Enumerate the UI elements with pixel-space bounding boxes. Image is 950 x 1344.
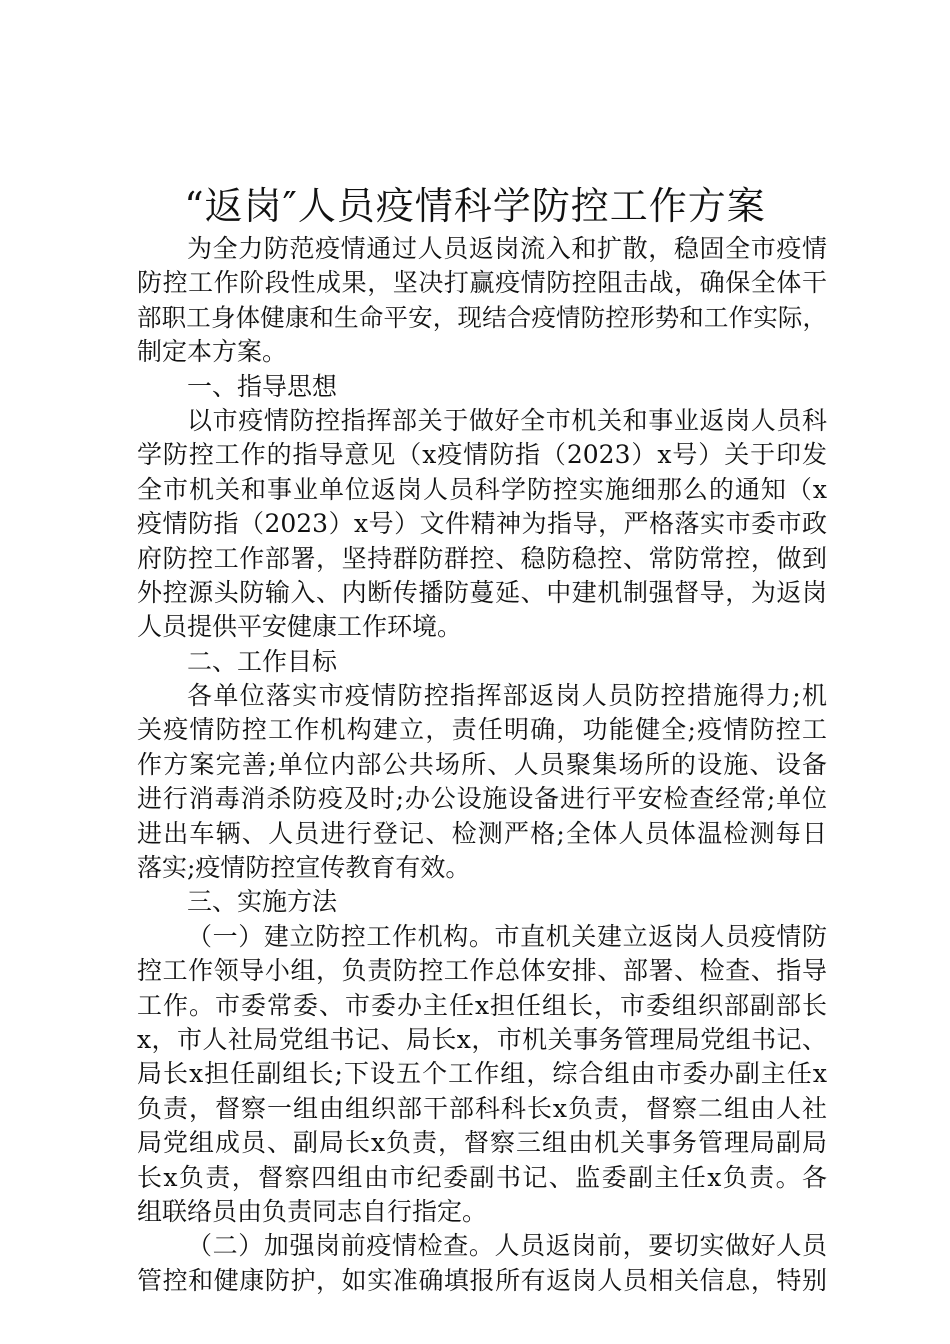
text-line: 二、工作目标 [187, 646, 338, 676]
text-line: x，市人社局党组书记、局长x，市机关事务管理局党组书记、 [137, 1024, 827, 1054]
text-line: 进出车辆、人员进行登记、检测严格;全体人员体温检测每日 [137, 818, 827, 848]
text-line: 制定本方案。 [137, 337, 288, 367]
text-line: 为全力防范疫情通过人员返岗流入和扩散，稳固全市疫情 [187, 234, 827, 263]
text-line: 人员提供平安健康工作环境。 [137, 612, 463, 642]
document-title: “返岗″人员疫情科学防控工作方案 [184, 184, 766, 228]
document-body [137, 232, 827, 1298]
text-line: 府防控工作部署，坚持群防群控、稳防稳控、常防常控，做到 [137, 543, 827, 573]
text-line: 各单位落实市疫情防控指挥部返岗人员防控措施得力;机 [187, 681, 827, 711]
text-line: 控工作领导小组，负责防控工作总体安排、部署、检查、指导 [137, 956, 827, 986]
text-line: （二）加强岗前疫情检查。人员返岗前，要切实做好人员 [187, 1231, 827, 1261]
text-line: 部职工身体健康和生命平安，现结合疫情防控形势和工作实际， [137, 302, 827, 332]
text-line: 一、指导思想 [187, 371, 338, 401]
text-line: 疫情防指（2023）x号）文件精神为指导，严格落实市委市政 [137, 509, 827, 539]
text-line: 管控和健康防护，如实准确填报所有返岗人员相关信息，特别 [137, 1265, 827, 1295]
text-line: 防控工作阶段性成果，坚决打赢疫情防控阻击战，确保全体干 [137, 268, 827, 298]
text-line: 全市机关和事业单位返岗人员科学防控实施细那么的通知（x [137, 474, 827, 504]
text-line: 进行消毒消杀防疫及时;办公设施设备进行平安检查经常;单位 [137, 784, 827, 814]
text-line: 外控源头防输入、内断传播防蔓延、中建机制强督导，为返岗 [137, 577, 827, 607]
text-line: 长x负责，督察四组由市纪委副书记、监委副主任x负责。各 [137, 1162, 827, 1192]
text-line: 三、实施方法 [187, 887, 338, 917]
text-line: 局长x担任副组长;下设五个工作组，综合组由市委办副主任x [137, 1059, 827, 1089]
text-line: 学防控工作的指导意见（x疫情防指（2023）x号）关于印发 [137, 440, 827, 470]
text-line: 落实;疫情防控宣传教育有效。 [137, 853, 471, 883]
text-line: 工作。市委常委、市委办主任x担任组长，市委组织部副部长 [137, 990, 827, 1020]
text-line: 作方案完善;单位内部公共场所、人员聚集场所的设施、设备 [137, 749, 827, 779]
text-line: 负责，督察一组由组织部干部科科长x负责，督察二组由人社 [137, 1093, 827, 1123]
text-line: 组联络员由负责同志自行指定。 [137, 1196, 488, 1226]
text-line: （一）建立防控工作机构。市直机关建立返岗人员疫情防 [187, 921, 827, 951]
text-line: 关疫情防控工作机构建立，责任明确，功能健全;疫情防控工 [137, 715, 827, 745]
text-line: 局党组成员、副局长x负责，督察三组由机关事务管理局副局 [137, 1128, 827, 1158]
text-line: 以市疫情防控指挥部关于做好全市机关和事业返岗人员科 [187, 405, 827, 435]
